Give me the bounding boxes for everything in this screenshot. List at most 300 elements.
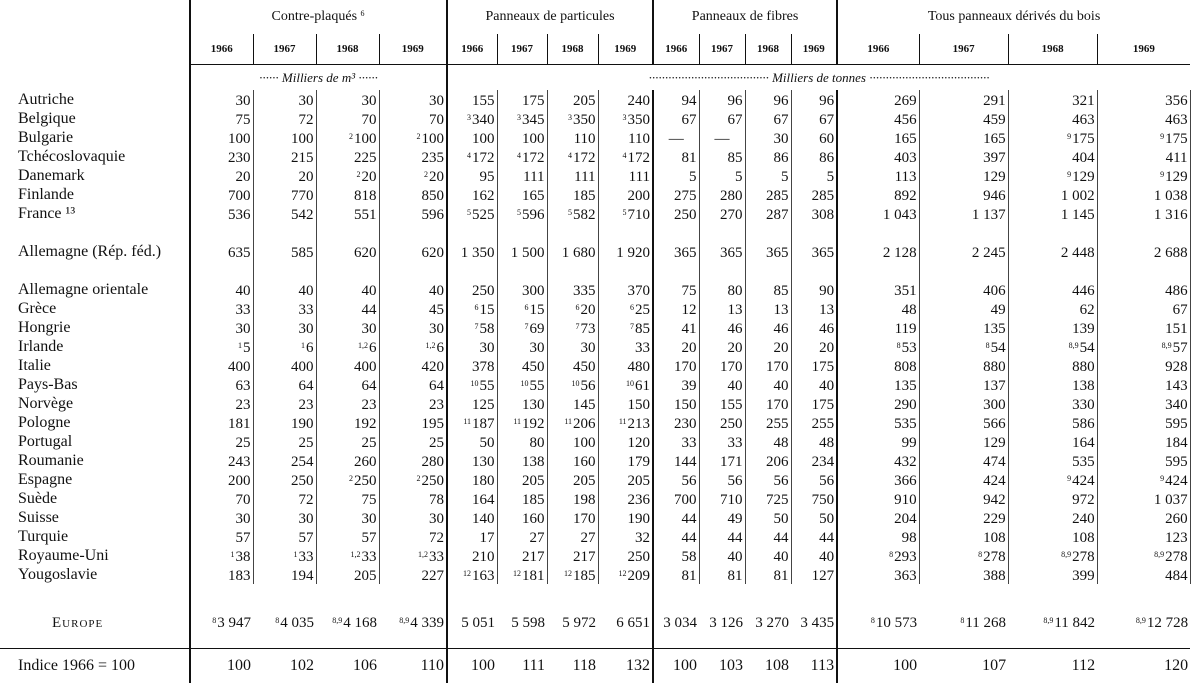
value-cell: 44	[653, 527, 699, 546]
value-cell: 700	[653, 489, 699, 508]
value-cell: 90	[791, 261, 837, 299]
value-cell: 57	[253, 527, 316, 546]
value-cell: 551	[316, 204, 379, 223]
value-cell: $^{8,9}$4 339	[399, 614, 445, 631]
units-row	[0, 65, 1190, 91]
value-cell: $^5$596	[497, 204, 547, 223]
value-cell: 595	[1097, 413, 1190, 432]
value-cell: 424	[919, 470, 1008, 489]
value-cell: $^5$710	[598, 204, 653, 223]
footnote-marker: 4	[467, 151, 472, 160]
value-cell: 411	[1097, 147, 1190, 166]
value-cell: 892	[837, 185, 919, 204]
value-cell: 260	[316, 451, 379, 470]
value-cell: 205	[547, 470, 598, 489]
spacer-cell	[447, 584, 497, 608]
value-cell: —	[653, 128, 699, 147]
year-header: 1967	[699, 34, 745, 65]
spacer-cell	[653, 584, 699, 608]
value-cell: $^{12}$163	[447, 565, 497, 584]
footnote-marker: 6	[575, 303, 580, 312]
spacer-cell	[745, 584, 791, 608]
group-header-particle	[447, 0, 653, 34]
year-header: 1967	[253, 34, 316, 65]
value-cell: 170	[699, 356, 745, 375]
value-cell: $^{1,2}$33	[379, 546, 447, 565]
value-cell: 206	[745, 451, 791, 470]
value-cell: 100	[253, 128, 316, 147]
value-cell: 446	[1008, 261, 1097, 299]
value-cell: 5 598	[511, 614, 546, 631]
value-cell: $^1$33	[253, 546, 316, 565]
footnote-marker: 7	[630, 322, 635, 331]
value-cell: $^4$172	[598, 147, 653, 166]
spacer-cell	[791, 584, 837, 608]
value-cell: 942	[919, 489, 1008, 508]
value-cell: 474	[919, 451, 1008, 470]
value-cell: 330	[1008, 394, 1097, 413]
table-row	[0, 128, 1190, 147]
spacer-cell	[837, 584, 919, 608]
table-row	[0, 546, 1190, 565]
value-cell: 160	[547, 451, 598, 470]
country-name: Portugal	[0, 432, 190, 451]
value-cell: 41	[653, 318, 699, 337]
table-row	[0, 337, 1190, 356]
value-cell: $^7$58	[447, 318, 497, 337]
value-cell: $^4$172	[447, 147, 497, 166]
spacer-cell	[837, 638, 919, 649]
footnote-marker: 5	[622, 208, 627, 217]
group-label: Panneaux de fibres	[691, 9, 799, 24]
value-cell: $^8$4 035	[275, 614, 314, 631]
value-cell: 1 043	[837, 204, 919, 223]
value-cell: 100	[497, 128, 547, 147]
value-cell: 67	[745, 109, 791, 128]
table-body	[0, 90, 1190, 683]
value-cell: 56	[745, 470, 791, 489]
value-cell: 44	[745, 527, 791, 546]
value-cell: 44	[791, 527, 837, 546]
value-cell: 535	[837, 413, 919, 432]
value-cell: 400	[190, 356, 253, 375]
country-name: Suède	[0, 489, 190, 508]
value-cell: 30	[253, 508, 316, 527]
value-cell: 190	[253, 413, 316, 432]
value-cell: 49	[919, 299, 1008, 318]
value-cell: 1 137	[919, 204, 1008, 223]
footnote-marker: 3	[467, 113, 472, 122]
value-cell: $^{8,9}$278	[1097, 546, 1190, 565]
value-cell: 155	[699, 394, 745, 413]
value-cell: $^9$129	[1097, 166, 1190, 185]
spacer-cell	[190, 584, 253, 608]
value-cell: 113	[837, 166, 919, 185]
value-cell: 1 002	[1008, 185, 1097, 204]
value-cell: 64	[379, 375, 447, 394]
value-cell: 928	[1097, 356, 1190, 375]
footnote-marker: 8	[985, 341, 990, 350]
value-cell: 39	[653, 375, 699, 394]
footnote-marker: 6	[630, 303, 635, 312]
value-cell: 56	[791, 470, 837, 489]
value-cell: $^1$38	[190, 546, 253, 565]
year-header: 1969	[598, 34, 653, 65]
year-header: 1966	[190, 34, 253, 65]
value-cell: 23	[379, 394, 447, 413]
value-cell: 20	[253, 166, 316, 185]
year-header: 1968	[1008, 34, 1097, 65]
value-cell: 40	[253, 261, 316, 299]
value-cell: $^{12}$209	[598, 565, 653, 584]
value-cell: 480	[598, 356, 653, 375]
value-cell: 25	[379, 432, 447, 451]
value-cell: 250	[253, 470, 316, 489]
value-cell: 50	[791, 508, 837, 527]
value-cell: 175	[791, 394, 837, 413]
value-cell: 138	[1008, 375, 1097, 394]
value-cell: 30	[190, 508, 253, 527]
value-cell: —	[699, 128, 745, 147]
value-cell: $^{10}$55	[497, 375, 547, 394]
footnote-marker: 11	[513, 417, 522, 426]
value-cell: 946	[919, 185, 1008, 204]
table-row	[0, 147, 1190, 166]
value-cell: 30	[379, 508, 447, 527]
value-cell: 725	[745, 489, 791, 508]
table-row	[0, 375, 1190, 394]
value-cell: 56	[653, 470, 699, 489]
value-cell: 400	[253, 356, 316, 375]
group-header-row	[0, 0, 1190, 34]
value-cell: 205	[547, 90, 598, 109]
value-cell: 192	[316, 413, 379, 432]
value-cell: 388	[919, 565, 1008, 584]
value-cell: 111	[598, 166, 653, 185]
footnote-marker: 8,9	[1061, 550, 1072, 559]
value-cell: 44	[699, 527, 745, 546]
value-cell: 3 034	[653, 608, 699, 638]
value-cell: 205	[497, 470, 547, 489]
value-cell: 13	[791, 299, 837, 318]
value-cell: 129	[919, 432, 1008, 451]
spacer-cell	[699, 638, 745, 649]
footnote-marker: 12	[463, 569, 472, 578]
footnote-marker: 3	[517, 113, 522, 122]
value-cell: 5 972	[562, 614, 597, 631]
value-cell: $^{10}$56	[547, 375, 598, 394]
value-cell: 111	[522, 657, 546, 674]
value-cell: 300	[497, 261, 547, 299]
value-cell: 33	[598, 337, 653, 356]
value-cell: 250	[699, 413, 745, 432]
value-cell: $^2$250	[316, 470, 379, 489]
value-cell: $^8$3 947	[212, 614, 251, 631]
value-cell: 99	[837, 432, 919, 451]
value-cell: 185	[497, 489, 547, 508]
footnote-marker: 7	[575, 322, 580, 331]
value-cell: 586	[1008, 413, 1097, 432]
value-cell: 210	[447, 546, 497, 565]
value-cell: 33	[653, 432, 699, 451]
units-plywood: ······ Milliers de m³ ······	[259, 69, 378, 85]
value-cell: 86	[791, 147, 837, 166]
value-cell: $^5$525	[447, 204, 497, 223]
value-cell: 120	[598, 432, 653, 451]
units-label: Milliers de m³	[281, 69, 356, 85]
table-row	[0, 527, 1190, 546]
value-cell: 44	[653, 508, 699, 527]
value-cell: 63	[190, 375, 253, 394]
group-header-all	[837, 0, 1190, 34]
country-name: Tchécoslovaquie	[0, 147, 190, 166]
group-header-fibre	[653, 0, 837, 34]
value-cell: 100	[547, 432, 598, 451]
value-cell: 818	[316, 185, 379, 204]
value-cell: 30	[497, 337, 547, 356]
value-cell: 459	[919, 109, 1008, 128]
value-cell: 46	[699, 318, 745, 337]
table-row	[0, 432, 1190, 451]
value-cell: 170	[745, 356, 791, 375]
spacer-cell	[497, 638, 547, 649]
value-cell: 30	[190, 90, 253, 109]
value-cell: 1 145	[1008, 204, 1097, 223]
row-label: Indice 1966 = 100	[0, 649, 190, 684]
index-row	[0, 649, 1190, 684]
country-name: Italie	[0, 356, 190, 375]
value-cell: 240	[1008, 508, 1097, 527]
value-cell: 363	[837, 565, 919, 584]
spacer-cell	[1008, 584, 1097, 608]
spacer-cell	[0, 638, 190, 649]
footnote-marker: 5	[568, 208, 573, 217]
year-header: 1968	[547, 34, 598, 65]
footnote-marker: 8	[870, 615, 875, 625]
value-cell: 243	[190, 451, 253, 470]
value-cell: 81	[653, 147, 699, 166]
value-cell: 27	[497, 527, 547, 546]
spacer-cell	[379, 638, 447, 649]
value-cell: 67	[653, 109, 699, 128]
value-cell: 432	[837, 451, 919, 470]
value-cell: 60	[791, 128, 837, 147]
value-cell: 486	[1097, 261, 1190, 299]
footnote-marker: 3	[622, 113, 627, 122]
value-cell: 463	[1097, 109, 1190, 128]
footnote-marker: 1	[301, 341, 305, 350]
country-name: Autriche	[0, 90, 190, 109]
table-row	[0, 565, 1190, 584]
value-cell: 255	[791, 413, 837, 432]
country-name: Grèce	[0, 299, 190, 318]
value-cell: 150	[598, 394, 653, 413]
footnote-marker: 12	[513, 569, 522, 578]
value-cell: 287	[745, 204, 791, 223]
value-cell: $^{11}$213	[598, 413, 653, 432]
value-cell: 456	[837, 109, 919, 128]
value-cell: 235	[379, 147, 447, 166]
spacer-cell	[745, 638, 791, 649]
value-cell: 254	[253, 451, 316, 470]
footnote-marker: 9	[1067, 132, 1072, 141]
footnote-marker: 2	[349, 132, 353, 141]
spacer-cell	[1097, 584, 1190, 608]
year-header: 1969	[1097, 34, 1190, 65]
value-cell: 366	[837, 470, 919, 489]
value-cell: 110	[598, 128, 653, 147]
value-cell: 365	[745, 223, 791, 261]
value-cell: 62	[1008, 299, 1097, 318]
value-cell: 112	[1071, 657, 1096, 674]
table-row	[0, 413, 1190, 432]
value-cell: 58	[653, 546, 699, 565]
value-cell: 181	[190, 413, 253, 432]
value-cell: 143	[1097, 375, 1190, 394]
footnote-marker: 1	[230, 550, 235, 559]
value-cell: 57	[316, 527, 379, 546]
country-name: Finlande	[0, 185, 190, 204]
spacer-cell	[547, 638, 598, 649]
value-cell: $^7$69	[497, 318, 547, 337]
value-cell: 185	[547, 185, 598, 204]
value-cell: 3 126	[709, 614, 744, 631]
value-cell: 240	[598, 90, 653, 109]
value-cell: 335	[547, 261, 598, 299]
footnote-marker: 7	[474, 322, 479, 331]
value-cell: $^5$582	[547, 204, 598, 223]
spacer-cell	[791, 638, 837, 649]
value-cell: 484	[1097, 565, 1190, 584]
value-cell: 269	[837, 90, 919, 109]
value-cell: 46	[745, 318, 791, 337]
value-cell: 750	[791, 489, 837, 508]
value-cell: 46	[791, 318, 837, 337]
value-cell: $^{11}$206	[547, 413, 598, 432]
value-cell: $^{10}$61	[598, 375, 653, 394]
value-cell: 129	[919, 166, 1008, 185]
value-cell: 255	[745, 413, 791, 432]
spacer-cell	[497, 584, 547, 608]
table-row	[0, 166, 1190, 185]
value-cell: 40	[791, 546, 837, 565]
country-name: Suisse	[0, 508, 190, 527]
table-row	[0, 318, 1190, 337]
group-header-plywood	[190, 0, 447, 34]
value-cell: 40	[791, 375, 837, 394]
value-cell: $^8$10 573	[837, 608, 919, 638]
value-cell: 75	[316, 489, 379, 508]
country-name: Hongrie	[0, 318, 190, 337]
value-cell: 85	[745, 261, 791, 299]
value-cell: 33	[253, 299, 316, 318]
footnote-marker: 8,9	[1043, 615, 1054, 625]
table-row	[0, 356, 1190, 375]
value-cell: 130	[497, 394, 547, 413]
footnote-marker: 8	[889, 550, 894, 559]
spacer-cell	[919, 584, 1008, 608]
value-cell: 365	[699, 223, 745, 261]
country-name: France ¹³	[0, 204, 190, 223]
group-label: Panneaux de particules	[485, 9, 615, 24]
spacer-cell	[253, 638, 316, 649]
value-cell: 620	[316, 223, 379, 261]
value-cell: 96	[699, 90, 745, 109]
value-cell: 280	[379, 451, 447, 470]
country-name: Roumanie	[0, 451, 190, 470]
value-cell: 175	[791, 356, 837, 375]
spacer-row	[0, 638, 1190, 649]
value-cell: $^9$175	[1097, 128, 1190, 147]
footnote-marker: 10	[571, 379, 580, 388]
value-cell: 40	[379, 261, 447, 299]
value-cell: 40	[699, 546, 745, 565]
footnote-marker: 10	[520, 379, 529, 388]
value-cell: 70	[190, 489, 253, 508]
value-cell: 110	[547, 128, 598, 147]
footnote-marker: 8,9	[332, 615, 343, 625]
value-cell: 40	[699, 375, 745, 394]
value-cell: $^2$100	[316, 128, 379, 147]
value-cell: 144	[653, 451, 699, 470]
spacer-row	[0, 584, 1190, 608]
value-cell: $^8$278	[919, 546, 1008, 565]
spacer-cell	[316, 584, 379, 608]
footnote-marker: 2	[416, 474, 421, 483]
footnote-marker: 4	[517, 151, 522, 160]
value-cell: 1 316	[1097, 204, 1190, 223]
table-row	[0, 185, 1190, 204]
units-others: ····································· Milliers de tonnes ·····································	[447, 65, 1190, 91]
footnote-marker: 1,2	[425, 341, 436, 350]
value-cell: $^{8,9}$4 168	[332, 614, 377, 631]
value-cell: 170	[745, 394, 791, 413]
value-cell: 106	[353, 657, 377, 674]
value-cell: 5	[699, 166, 745, 185]
value-cell: 107	[982, 657, 1007, 674]
footnote-marker: 9	[1160, 132, 1165, 141]
value-cell: 230	[190, 147, 253, 166]
value-cell: 770	[253, 185, 316, 204]
value-cell: $^7$85	[598, 318, 653, 337]
value-cell: 13	[699, 299, 745, 318]
value-cell: 400	[316, 356, 379, 375]
value-cell: 120	[1164, 657, 1189, 674]
value-cell: $^2$20	[316, 166, 379, 185]
value-cell: $^8$293	[837, 546, 919, 565]
spacer-cell	[653, 638, 699, 649]
value-cell: 450	[497, 356, 547, 375]
footnote-marker: 8,9	[1068, 341, 1079, 350]
value-cell: 403	[837, 147, 919, 166]
value-cell: $^{10}$55	[447, 375, 497, 394]
footnote-marker: 9	[1067, 170, 1072, 179]
value-cell: $^6$15	[497, 299, 547, 318]
value-cell: $^{8,9}$54	[1008, 337, 1097, 356]
value-cell: 1 500	[497, 223, 547, 261]
footnote-marker: 8,9	[399, 615, 410, 625]
value-cell: 108	[919, 527, 1008, 546]
value-cell: 20	[699, 337, 745, 356]
value-cell: 1 350	[447, 223, 497, 261]
row-label: Europe	[0, 608, 190, 638]
corner-cell	[0, 65, 190, 91]
value-cell: 135	[837, 375, 919, 394]
value-cell: 125	[447, 394, 497, 413]
value-cell: $^{1,2}$6	[379, 337, 447, 356]
value-cell: 250	[447, 261, 497, 299]
value-cell: 542	[253, 204, 316, 223]
